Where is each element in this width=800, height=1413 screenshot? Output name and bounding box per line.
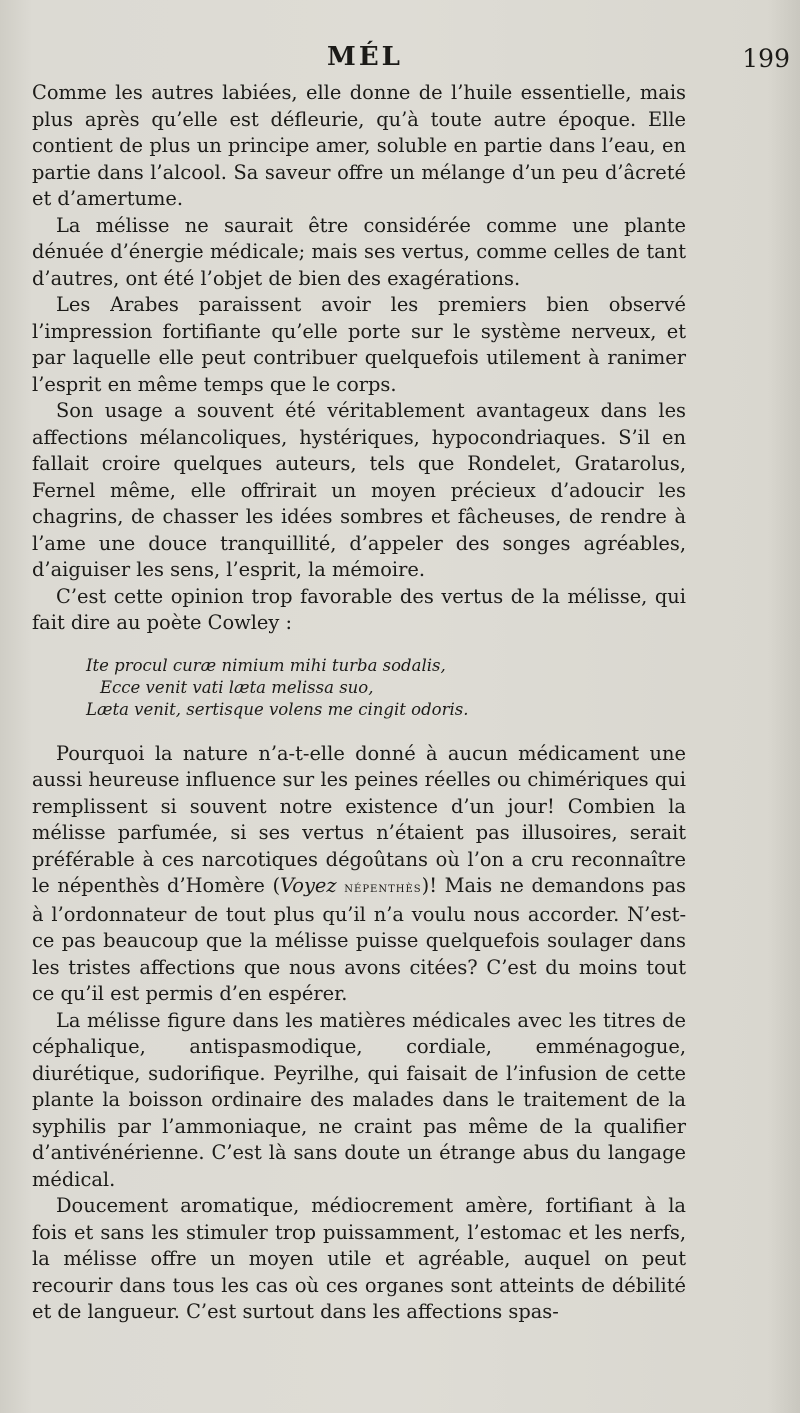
cross-reference: népenthès <box>344 880 422 896</box>
page-number: 199 <box>742 44 790 73</box>
paragraph: La mélisse ne saurait être considérée comme une plante dénuée d’énergie médicale; mais ses vertus, comme celles de tant d’autres, ont été l’objet de bien des exagérations. <box>32 213 686 290</box>
running-head: MÉL <box>327 42 403 72</box>
paragraph: C’est cette opinion trop favorable des vertus de la mélisse, qui fait dire au poète Cowley : <box>32 584 686 634</box>
paragraph: La mélisse figure dans les matières médicales avec les titres de céphalique, antispasmodique, cordiale, emménagogue, diurétique, sudorifique. Peyrilhe, qui faisait de l’infusion de cette plante la boisson ordinaire des malades dans le traitement de la syphilis par l’ammoniaque, ne craint pas même de la qualifier d’antivénérienne. C’est là sans doute un étrange abus du langage médical. <box>32 1008 686 1191</box>
paragraph-text: )! Mais ne demandons pas à l’ordonnateur de tout plus qu’il n’a voulu nous accorder. N’est-ce pas beaucoup que la mélisse puisse quelquefois soulager dans les tristes affections que nous avons citées? C’est du moins tout ce qu’il est permis d’en espérer. <box>32 874 686 1005</box>
paragraph: Doucement aromatique, médiocrement amère, fortifiant à la fois et sans les stimuler trop puissamment, l’estomac et les nerfs, la mélisse offre un moyen utile et agréable, auquel on peut recourir dans tous les cas où ces organes sont atteints de débilité et de langueur. C’est surtout dans les affections spas- <box>32 1194 686 1323</box>
paragraph: Comme les autres labiées, elle donne de l’huile essentielle, mais plus après qu’elle est défleurie, qu’à toute autre époque. Elle contient de plus un principe amer, soluble en partie dans l’eau, en partie dans l’alcool. Sa saveur offre un mélange d’un peu d’âcreté et d’amertume. <box>32 81 686 210</box>
verse-line: Ecce venit vati læta melissa suo, <box>100 677 374 697</box>
paragraph-text: Pourquoi la nature n’a-t-elle donné à aucun médicament une aussi heureuse influence sur les peines réelles ou chimériques qui remplissent si souvent notre existence d’un jour! Combien la mélisse parfumée, si ses vertus n’étaient pas illusoires, serait préférable à ces narcotiques dégoûtans où l’on a cru reconnaître le népenthès d’Homère ( <box>32 741 686 897</box>
verse-line: Ite procul curæ nimium mihi turba sodalis, <box>86 655 446 675</box>
paragraph: Son usage a souvent été véritablement avantageux dans les affections mélancoliques, hystériques, hypocondriaques. S’il en fallait croire quelques auteurs, tels que Rondelet, Gratarolus, Fernel même, elle offrirait un moyen précieux d’adoucir les chagrins, de chasser les idées sombres et fâcheuses, de rendre à l’ame une douce tranquillité, d’appeler des songes agréables, d’aiguiser les sens, l’esprit, la mémoire. <box>32 399 686 581</box>
verse-line: Læta venit, sertisque volens me cingit odoris. <box>86 699 469 719</box>
body-text <box>32 80 686 1326</box>
paragraph <box>32 741 686 1008</box>
paragraph: Les Arabes paraissent avoir les premiers bien observé l’impression fortifiante qu’elle porte sur le système nerveux, et par laquelle elle peut contribuer quelquefois utilement à ranimer l’esprit en même temps que le corps. <box>32 293 686 396</box>
see-reference-label: Voyez <box>280 874 337 897</box>
page-header <box>30 42 790 82</box>
latin-verse <box>86 655 686 721</box>
